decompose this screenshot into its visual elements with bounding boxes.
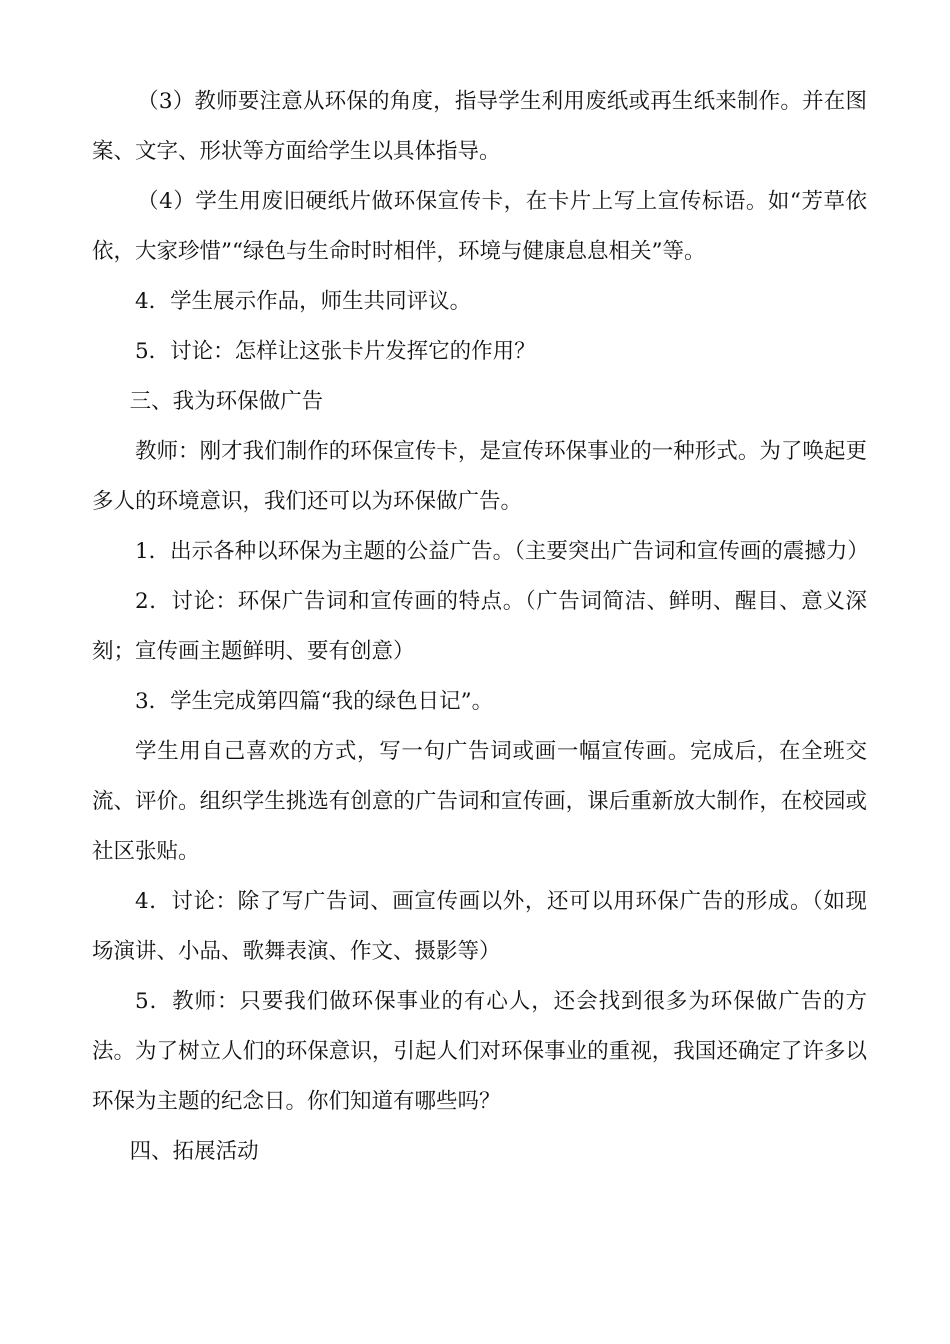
section-heading-extension: 四、拓展活动 [129,1139,259,1164]
paragraph-step-3: （3）教师要注意从环保的角度，指导学生利用废纸或再生纸来制作。并在图案、文字、形状等方面给学生以具体指导。 [92,89,867,164]
paragraph-item-5-discussion: 5．讨论：怎样让这张卡片发挥它的作用？ [135,339,536,364]
paragraph-item-1-public-ads: 1．出示各种以环保为主题的公益广告。（主要突出广告词和宣传画的震撼力） [135,539,869,564]
paragraph-item-4-forms: 4．讨论：除了写广告词、画宣传画以外，还可以用环保广告的形成。（如现场演讲、小品、歌舞表演、作文、摄影等） [92,889,867,964]
paragraph-item-4-showcase: 4．学生展示作品，师生共同评议。 [135,289,472,314]
section-heading-advertising: 三、我为环保做广告 [129,389,324,414]
paragraph-item-3-green-diary: 3．学生完成第四篇“我的绿色日记”。 [135,689,494,714]
document-body [92,77,867,1177]
paragraph-item-2-characteristics: 2．讨论：环保广告词和宣传画的特点。（广告词简洁、鲜明、醒目、意义深刻；宣传画主题鲜明、要有创意） [92,589,867,664]
paragraph-teacher-intro: 教师：刚才我们制作的环保宣传卡，是宣传环保事业的一种形式。为了唤起更多人的环境意识，我们还可以为环保做广告。 [92,439,867,514]
paragraph-step-4: （4）学生用废旧硬纸片做环保宣传卡，在卡片上写上宣传标语。如“芳草依依，大家珍惜”“绿色与生命时时相伴，环境与健康息息相关”等。 [92,189,867,264]
paragraph-item-5-memorial-days: 5．教师：只要我们做环保事业的有心人，还会找到很多为环保做广告的方法。为了树立人们的环保意识，引起人们对环保事业的重视，我国还确定了许多以环保为主题的纪念日。你们知道有哪些吗？ [92,989,867,1114]
paragraph-student-activity: 学生用自己喜欢的方式，写一句广告词或画一幅宣传画。完成后，在全班交流、评价。组织学生挑选有创意的广告词和宣传画，课后重新放大制作，在校园或社区张贴。 [92,739,867,864]
